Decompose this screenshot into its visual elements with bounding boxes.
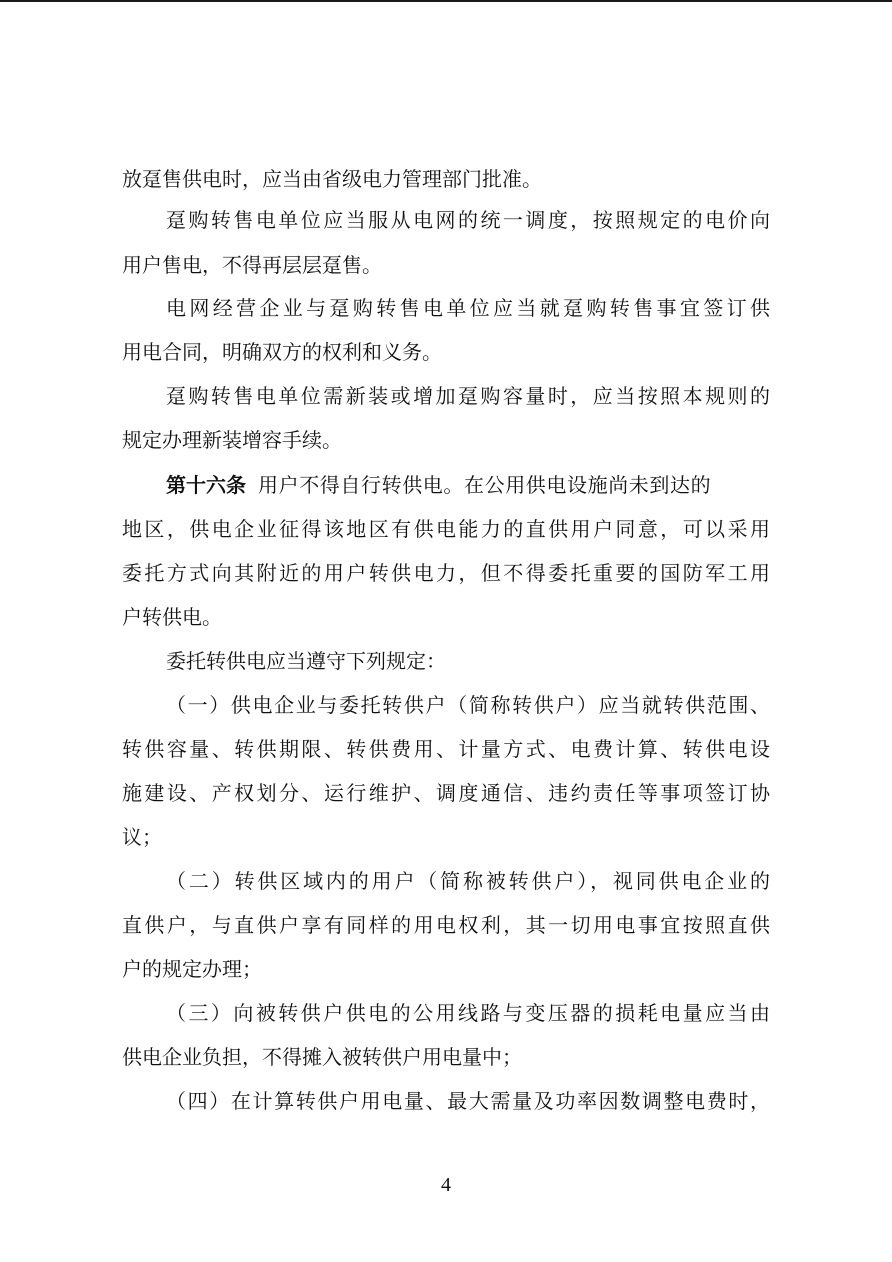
text-line-1: 放趸售供电时，应当由省级电力管理部门批准。 <box>122 167 542 191</box>
text-line-2: 趸购转售电单位应当服从电网的统一调度，按照规定的电价向 <box>166 208 770 232</box>
text-line-12: 委托转供电应当遵守下列规定： <box>166 649 446 673</box>
article-16-heading: 第十六条 <box>166 473 246 497</box>
clause-1-line-2: 转供容量、转供期限、转供费用、计量方式、电费计算、转供电设 <box>122 737 770 761</box>
clause-1-line-3: 施建设、产权划分、运行维护、调度通信、违约责任等事项签订协 <box>122 781 770 805</box>
clause-2-line-2: 直供户，与直供户享有同样的用电权利，其一切用电事宜按照直供 <box>122 913 770 937</box>
article-16-first-line <box>166 471 770 499</box>
text-line-8: 用户不得自行转供电。在公用供电设施尚未到达的 <box>258 473 712 497</box>
clause-1-line-1: （一）供电企业与委托转供户（简称转供户）应当就转供范围、 <box>166 693 770 717</box>
page-number: 4 <box>441 1174 451 1196</box>
top-border-line <box>0 0 892 2</box>
text-line-3: 用户售电，不得再层层趸售。 <box>122 253 382 277</box>
text-line-11: 户转供电。 <box>122 605 222 629</box>
text-line-6: 趸购转售电单位需新装或增加趸购容量时，应当按照本规则的 <box>166 384 770 408</box>
clause-2-line-3: 户的规定办理； <box>122 957 262 981</box>
text-line-4: 电网经营企业与趸购转售电单位应当就趸购转售事宜签订供 <box>166 296 770 320</box>
clause-2-line-1: （二）转供区域内的用户（简称被转供户），视同供电企业的 <box>166 869 770 893</box>
clause-3-line-2: 供电企业负担，不得摊入被转供户用电量中； <box>122 1045 522 1069</box>
clause-4-line-1: （四）在计算转供户用电量、最大需量及功率因数调整电费时， <box>166 1089 770 1113</box>
text-line-9: 地区，供电企业征得该地区有供电能力的直供用户同意，可以采用 <box>122 517 770 541</box>
clause-3-line-1: （三）向被转供户供电的公用线路与变压器的损耗电量应当由 <box>166 1001 770 1025</box>
clause-1-line-4: 议； <box>122 825 162 849</box>
text-line-5: 用电合同，明确双方的权利和义务。 <box>122 340 442 364</box>
text-line-7: 规定办理新装增容手续。 <box>122 428 342 452</box>
text-line-10: 委托方式向其附近的用户转供电力，但不得委托重要的国防军工用 <box>122 561 770 585</box>
